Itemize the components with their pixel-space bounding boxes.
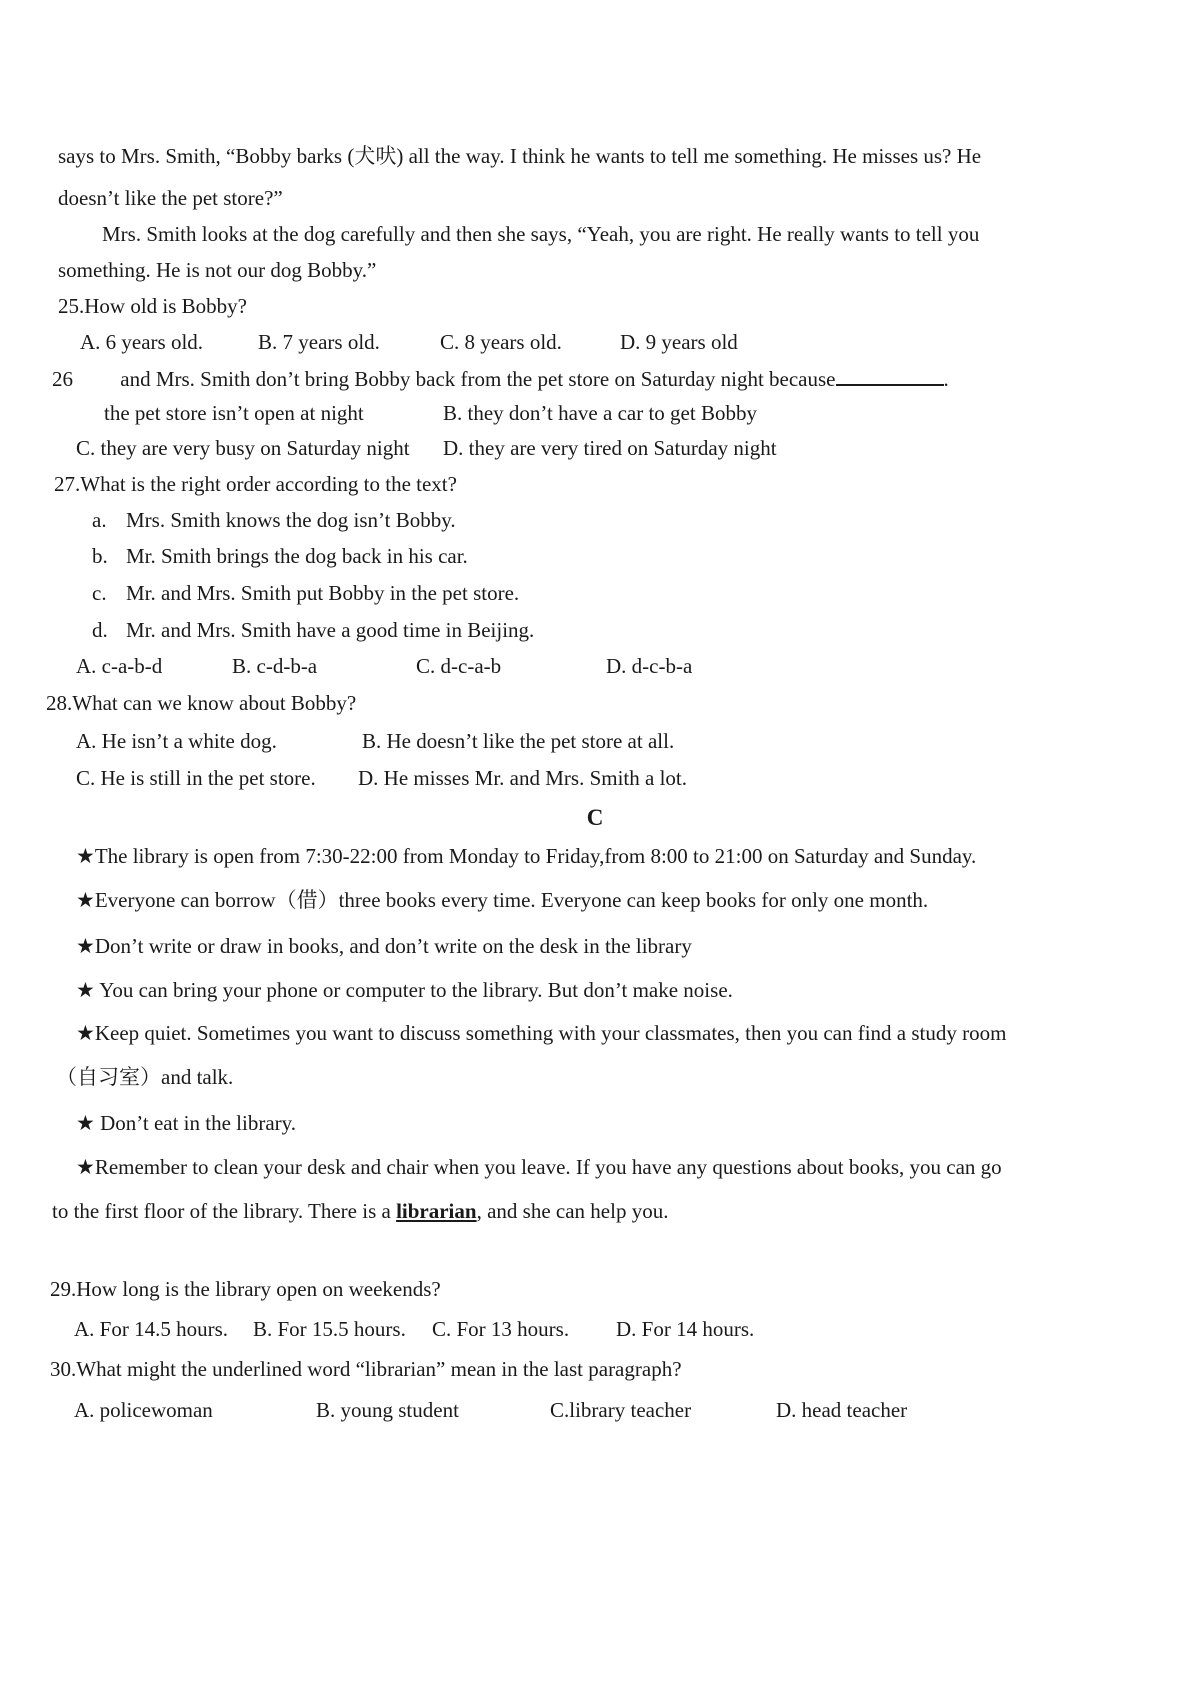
question-30-stem: 30.What might the underlined word “librarian” mean in the last paragraph? (50, 1357, 682, 1381)
library-rule: ★Keep quiet. Sometimes you want to discuss something with your classmates, then you can find a study room (76, 1021, 1007, 1045)
question-26-period: . (943, 367, 949, 391)
question-28-option-a: A. He isn’t a white dog. (76, 729, 277, 753)
question-30-option-b: B. young student (316, 1398, 459, 1422)
passage-line: something. He is not our dog Bobby.” (58, 258, 377, 282)
question-25-option-c: C. 8 years old. (440, 330, 562, 354)
passage-line: doesn’t like the pet store?” (58, 186, 283, 210)
library-rule: （自习室）and talk. (56, 1065, 234, 1089)
question-26-option-a: the pet store isn’t open at night (104, 401, 364, 425)
order-item-text: Mr. and Mrs. Smith have a good time in Beijing. (126, 618, 535, 642)
question-26-number: 26 (52, 367, 73, 391)
rule-text: to the first floor of the library. There is a (52, 1199, 397, 1223)
question-28-option-d: D. He misses Mr. and Mrs. Smith a lot. (358, 766, 687, 790)
order-item-letter: b. (92, 544, 108, 568)
question-27-option-b: B. c-d-b-a (232, 654, 318, 678)
question-29-option-d: D. For 14 hours. (616, 1317, 755, 1341)
section-heading: C (586, 805, 604, 830)
question-30-option-d: D. head teacher (776, 1398, 908, 1422)
order-item-text: Mrs. Smith knows the dog isn’t Bobby. (126, 508, 456, 532)
question-27-option-c: C. d-c-a-b (416, 654, 502, 678)
library-rule: ★The library is open from 7:30-22:00 from Monday to Friday,from 8:00 to 21:00 on Saturday and Sunday. (76, 844, 977, 868)
library-rule (52, 1201, 668, 1222)
question-28-stem: 28.What can we know about Bobby? (46, 691, 357, 715)
order-item-letter: d. (92, 618, 108, 642)
question-26-text: and Mrs. Smith don’t bring Bobby back from the pet store on Saturday night because (120, 367, 836, 391)
question-25-option-d: D. 9 years old (620, 330, 738, 354)
passage-line: Mrs. Smith looks at the dog carefully and then she says, “Yeah, you are right. He really wants to tell you (102, 222, 980, 246)
order-item-letter: c. (92, 581, 107, 605)
rule-text: , and she can help you. (476, 1199, 669, 1223)
question-29-option-c: C. For 13 hours. (432, 1317, 570, 1341)
question-26-stem (52, 368, 949, 390)
question-25-stem: 25.How old is Bobby? (58, 294, 247, 318)
question-27-option-d: D. d-c-b-a (606, 654, 693, 678)
library-rule: ★Everyone can borrow（借）three books every time. Everyone can keep books for only one month. (76, 888, 929, 912)
question-29-stem: 29.How long is the library open on weekends? (50, 1277, 441, 1301)
answer-blank (836, 368, 944, 386)
question-29-option-a: A. For 14.5 hours. (74, 1317, 229, 1341)
passage-line: says to Mrs. Smith, “Bobby barks (犬吠) all the way. I think he wants to tell me something. He misses us? He (58, 144, 982, 168)
question-26-option-c: C. they are very busy on Saturday night (76, 436, 410, 460)
underlined-word: librarian (396, 1199, 477, 1223)
order-item-text: Mr. and Mrs. Smith put Bobby in the pet store. (126, 581, 520, 605)
question-30-option-c: C.library teacher (550, 1398, 692, 1422)
question-25-option-a: A. 6 years old. (80, 330, 204, 354)
question-27-stem: 27.What is the right order according to the text? (54, 472, 457, 496)
library-rule: ★Don’t write or draw in books, and don’t write on the desk in the library (76, 934, 692, 958)
question-30-option-a: A. policewoman (74, 1398, 213, 1422)
library-rule: ★ Don’t eat in the library. (76, 1111, 297, 1135)
library-rule: ★Remember to clean your desk and chair when you leave. If you have any questions about books, you can go (76, 1155, 1002, 1179)
question-28-option-b: B. He doesn’t like the pet store at all. (362, 729, 675, 753)
question-26-option-b: B. they don’t have a car to get Bobby (443, 401, 757, 425)
order-item-text: Mr. Smith brings the dog back in his car. (126, 544, 468, 568)
question-27-option-a: A. c-a-b-d (76, 654, 163, 678)
question-28-option-c: C. He is still in the pet store. (76, 766, 316, 790)
library-rule: ★ You can bring your phone or computer to the library. But don’t make noise. (76, 978, 733, 1002)
question-25-option-b: B. 7 years old. (258, 330, 380, 354)
question-29-option-b: B. For 15.5 hours. (253, 1317, 406, 1341)
order-item-letter: a. (92, 508, 107, 532)
question-26-option-d: D. they are very tired on Saturday night (443, 436, 777, 460)
